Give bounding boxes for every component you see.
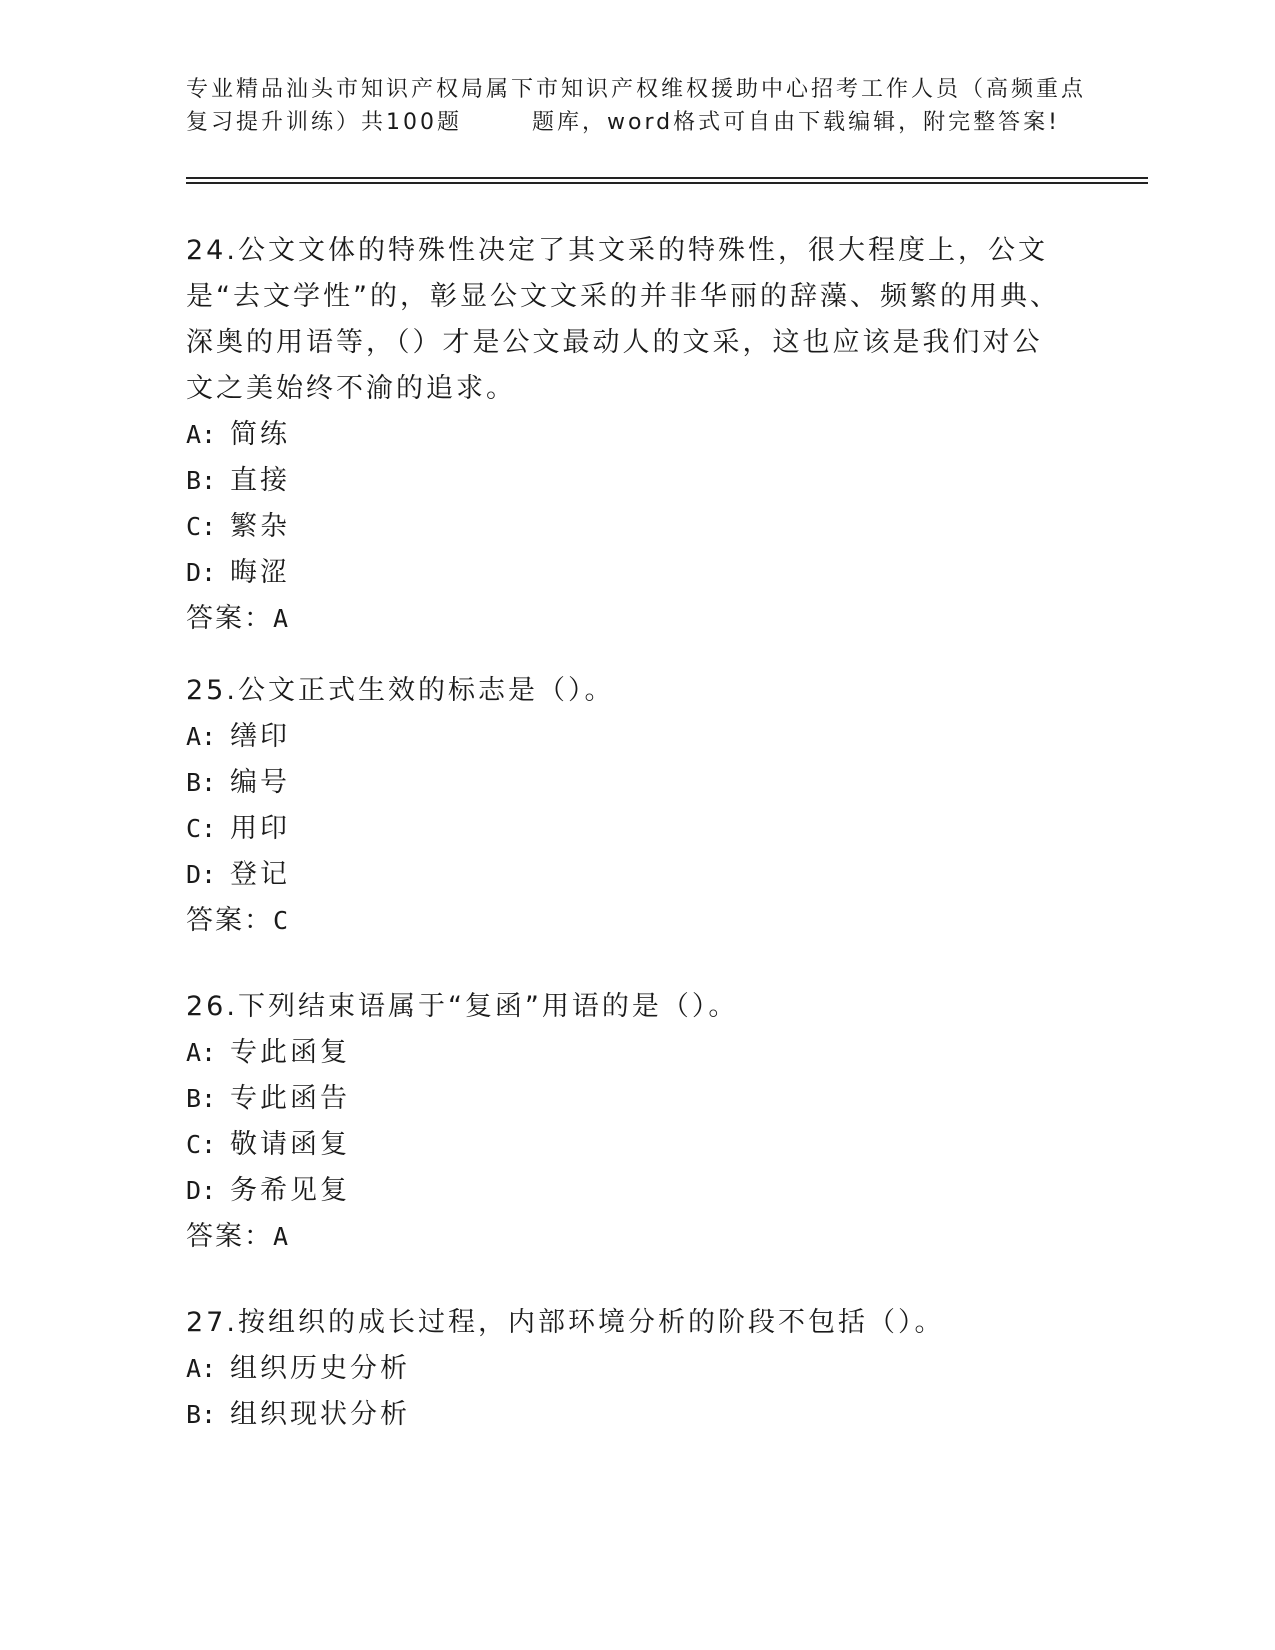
question-stem: 25.公文正式生效的标志是（）。 [186, 675, 615, 706]
option-letter: B: [186, 768, 217, 797]
option-a [186, 412, 1066, 458]
header-line-2 [186, 106, 1086, 139]
header-line-2-right: 题库，word格式可自由下载编辑，附完整答案! [532, 110, 1060, 135]
option-letter: B: [186, 1084, 217, 1113]
option-text: 敬请函复 [230, 1129, 350, 1160]
answer-label: 答案： [186, 905, 273, 936]
option-letter: D: [186, 558, 217, 587]
header-line-2-left: 复习提升训练）共100题 [186, 110, 462, 135]
question-25 [186, 668, 1066, 944]
option-a [186, 714, 1066, 760]
question-27 [186, 1300, 1066, 1438]
option-letter: A: [186, 420, 217, 449]
option-d [186, 550, 1066, 596]
option-d [186, 1168, 1066, 1214]
question-stem: 24.公文文体的特殊性决定了其文采的特殊性，很大程度上，公文是“去文学性”的，彰显公文文采的并非华丽的辞藻、频繁的用典、深奥的用语等，（）才是公文最动人的文采，这也应该是我们对公文之美始终不渝的追求。 [186, 235, 1060, 404]
option-c [186, 504, 1066, 550]
header-line-1: 专业精品汕头市知识产权局属下市知识产权维权援助中心招考工作人员（高频重点 [186, 77, 1087, 102]
answer [186, 1214, 1066, 1260]
option-d [186, 852, 1066, 898]
answer-value: A [273, 604, 291, 633]
option-text: 组织现状分析 [230, 1399, 410, 1430]
option-letter: C: [186, 1130, 217, 1159]
answer [186, 596, 1066, 642]
option-text: 繁杂 [230, 511, 290, 542]
option-text: 专此函复 [230, 1037, 350, 1068]
option-letter: A: [186, 722, 217, 751]
option-text: 缮印 [230, 721, 290, 752]
option-text: 直接 [230, 465, 290, 496]
answer-label: 答案： [186, 603, 273, 634]
option-text: 晦涩 [230, 557, 290, 588]
answer-value: C [273, 906, 291, 935]
option-text: 务希见复 [230, 1175, 350, 1206]
option-b [186, 760, 1066, 806]
option-b [186, 1392, 1066, 1438]
option-letter: B: [186, 466, 217, 495]
option-c [186, 806, 1066, 852]
header-rule-bottom [186, 182, 1148, 184]
option-letter: A: [186, 1354, 217, 1383]
header-rule-top [186, 177, 1148, 179]
option-text: 专此函告 [230, 1083, 350, 1114]
option-letter: D: [186, 860, 217, 889]
option-text: 组织历史分析 [230, 1353, 410, 1384]
option-a [186, 1346, 1066, 1392]
option-text: 用印 [230, 813, 290, 844]
option-text: 编号 [230, 767, 290, 798]
option-letter: C: [186, 814, 217, 843]
answer [186, 898, 1066, 944]
question-24 [186, 228, 1066, 642]
option-letter: D: [186, 1176, 217, 1205]
option-letter: A: [186, 1038, 217, 1067]
option-letter: B: [186, 1400, 217, 1429]
answer-label: 答案： [186, 1221, 273, 1252]
question-stem: 26.下列结束语属于“复函”用语的是（）。 [186, 991, 739, 1022]
question-26 [186, 984, 1066, 1260]
option-text: 简练 [230, 419, 290, 450]
answer-value: A [273, 1222, 291, 1251]
question-stem: 27.按组织的成长过程，内部环境分析的阶段不包括（）。 [186, 1307, 945, 1338]
page-header [186, 73, 1086, 139]
option-b [186, 1076, 1066, 1122]
option-b [186, 458, 1066, 504]
option-c [186, 1122, 1066, 1168]
option-text: 登记 [230, 859, 290, 890]
option-letter: C: [186, 512, 217, 541]
option-a [186, 1030, 1066, 1076]
